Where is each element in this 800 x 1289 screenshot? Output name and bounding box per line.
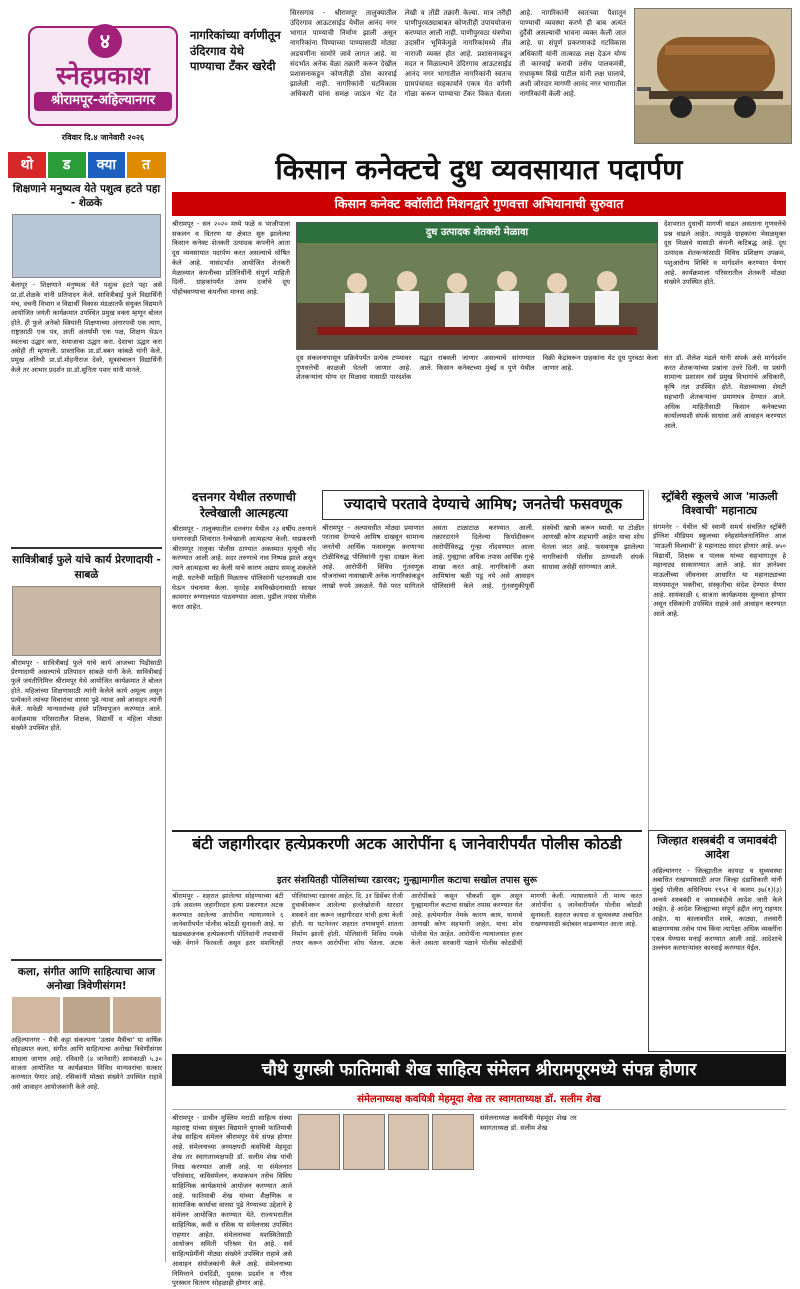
story-text: श्रीरामपूर - तालुक्यातील दत्तनगर येथील २३ वर्षीय तरुणाने धनगरवाडी शिवारात रेल्वेखाली आत्महत्या केली. याप्रकरणी श्रीरामपूर तालुका पोलीस ठाण्यात अकस्मात मृत्यूची नोंद करण्यात आली आहे. सदर तरुणाचे नाव निष्पन्न झाले असून त्याने आत्महत्या का केली याचे कारण अद्याप समजू शकलेले नाही. घटनेची माहिती मिळताच पोलिसांनी घटनास्थळी धाव घेऊन पंचनामा केला. मृतदेह शवविच्छेदनासाठी साखर कामगार रुग्णालयात पाठवण्यात आला. पुढील तपास पोलीस करत आहेत. (172, 525, 316, 611)
divider (11, 547, 162, 549)
classroom-photo (12, 214, 161, 278)
police-story-text: श्रीरामपूर - शहरात झालेल्या सोहण्याच्या बंटी उर्फ असलम जहागीरदार हत्या प्रकरणात अटक करण्यात आलेल्या आरोपींना न्यायालयाने ६ जानेवारीपर्यंत पोलीस कोठडी सुनावली आहे. या खळबळजनक हत्येप्रकरणी पोलिसांनी तपासाची चक्रे वेगाने फिरवली असून इतर संशयितही पोलिसांच्या रडारवर आहेत. दि. ३१ डिसेंबर रोजी दुचाकीवरून आलेल्या हल्लेखोरांनी धारदार शस्त्राने वार करून जहागीरदार यांची हत्या केली होती. या घटनेनंतर शहरात तणावपूर्ण शांतता निर्माण झाली होती. पोलिसांनी विविध पथके तयार करून आरोपींचा शोध घेतला. अटक आरोपींकडे कसून चौकशी सुरू असून गुन्ह्यामागील कटाचा सखोल तपास करण्यात येत आहे. हत्येमागील नेमके कारण काय, यामध्ये आणखी कोण सहभागी आहेत, याचा शोध पोलीस घेत आहेत. आरोपींना न्यायालयात हजर केले असता सरकारी पक्षाने पोलीस कोठडीची मागणी केली. न्यायालयाने ती मान्य करत आरोपींना ६ जानेवारीपर्यंत पोलीस कोठडी सुनावली. शहरात कायदा व सुव्यवस्था अबाधित राखण्यासाठी बंदोबस्त वाढवण्यात आला आहे. (172, 892, 642, 948)
dateline: रविवार दि.४ जानेवारी २०२६ (61, 133, 145, 142)
speaker-photo (343, 1114, 385, 1170)
lead-text: श्रीरामपूर - सन २०२० मध्ये फळे व भाजीपाला सकलन व वितरण या क्षेत्रात सुरु झालेल्या किसान कनेक्ट शेतकरी उत्पादक कंपनीने आता दूध व्यवसायात पदार्पण करत असल्याचे घोषित केले आहे. यासंदर्भात आयोजित शेतकरी मेळाव्यात कंपनीच्या प्रतिनिधींनी संपूर्ण माहिती दिली. ग्राहकांपर्यंत उत्तम दर्जाचे दूध पोहोचवण्याचा कंपनीचा मानस आहे. (172, 220, 290, 297)
in-brief-banner (8, 152, 165, 178)
in-brief-letter: क्या (88, 152, 126, 178)
guest-photo (63, 997, 111, 1033)
page-number: ४ (88, 24, 122, 58)
ear-story-text: सिरसगाव - श्रीरामपूर तालुक्यातील उंदिरगाव आऊटसाईड येथील आनंद नगर भागात पाण्याची निर्माण झाली असून नागरिकांना पिण्याच्या पाण्यासाठी मोठ्या अडचणींना सामोरे जावे लागत आहे. या संदर्भात अनेक वेळा तक्रारी करून देखील प्रशासनाकडून कोणतीही ठोस कारवाई झालेली नाही. नागरिकांनी घटविकास अधिकारी यांना समक्ष जाऊन भेट देत लेखी व तोंडी तक्रारी केल्या. मात्र तरीही पाणीपुरवठ्याबाबत कोणतीही उपाययोजना करण्यात आली नाही. पाणीपुरवठा यंत्रणेचा उदासीन भूमिकेमुळे नागरिकांमध्ये तीव्र नाराजी व्यक्त होत आहे. प्रशासनाकडून मदत न मिळाल्याने उंदिरगाव आऊटसाईड आनंद नगर भागातील नागरिकांनी स्वतःच ग्रामपंचायत सहकार्याने एकत्र येत वर्गणी गोळा करून पाण्याचा टँकर विकत घेतला आहे. नागरिकांनी स्वतःच्या पैशातून पाण्याची व्यवस्था करणे ही बाब अत्यंत दुर्दैवी असल्याची भावना व्यक्त केली जात आहे. या संपूर्ण प्रकरणाकडे गटविकास अधिकारी यांनी तात्काळ लक्ष देऊन योग्य ती कारवाई करावी तसेच पालकमंत्री, राधाकृष्ण विखे पाटील यांनी लक्ष घालावे, अशी जोरदार मागणी आनंद नगर भागातील नागरिकांनी केली आहे. (290, 9, 626, 99)
fraud-story (322, 490, 644, 830)
brief-headline: सावित्रीबाई फुले यांचे कार्य प्रेरणादायी - साबळे (12, 554, 161, 581)
divider (11, 959, 162, 961)
dairy-meeting-photo (296, 222, 658, 350)
story-text: श्रीरामपूर - प्राचीन मुस्लिम मराठी साहित्य संस्था महाराष्ट्र यांच्या संयुक्त विद्यमाने युगस्त्री फातिमाबी शेख साहित्य संमेलन श्रीरामपूर येथे संपन्न होणार आहे. संमेलनाच्या अध्यक्षपदी कवयित्री मेहमूदा शेख तर स्वागताध्यक्षपदी डॉ. सलीम शेख यांची निवड करण्यात आली आहे. या संमेलनात परिसंवाद, कविसंमेलन, कथाकथन तसेच विविध साहित्यिक कार्यक्रमांचे आयोजन करण्यात आले आहे. फातिमाबी शेख यांच्या शैक्षणिक व सामाजिक कार्याचा वारसा पुढे नेण्याच्या उद्देशाने हे संमेलन आयोजित करण्यात येते. राज्यभरातील साहित्यिक, कवी व रसिक या संमेलनास उपस्थित राहणार आहेत. संमेलनाच्या यशस्वितेसाठी आयोजन समिती परिश्रम घेत आहे. सर्व साहित्यप्रेमींनी मोठ्या संख्येने उपस्थित राहावे असे आवाहन संयोजकांनी केले आहे. संमेलनाच्या निमित्ताने ग्रंथदिंडी, पुस्तक प्रदर्शन व गौरव पुरस्कार वितरण सोहळाही होणार आहे. (172, 1114, 292, 1288)
brief-headline: शिक्षणाने मनुष्यत्व येते पशुत्व हटते पहा - शेळके (12, 183, 161, 210)
brief-text: श्रीरामपूर - सावित्रीबाई फुले यांचे कार्य आजच्या पिढीसाठी प्रेरणादायी असल्याचे प्रतिपादन साबळे यांनी केले. सावित्रीबाई फुले जयंतीनिमित्त श्रीरामपूर येथे आयोजित कार्यक्रमात ते बोलत होते. महिलांच्या शिक्षणासाठी त्यांनी केलेले कार्य अमूल्य असून प्रत्येकाने त्यांच्या विचारांचा वारसा पुढे न्यावा असे आवाहन त्यांनी केले. यावेळी मान्यवरांच्या हस्ते प्रतिमापूजन करण्यात आले. कार्यक्रमास परिसरातील शिक्षक, विद्यार्थी व महिला मोठ्या संख्येने उपस्थित होते. (11, 658, 162, 733)
speaker-photos (298, 1114, 474, 1170)
lead-text: दूध संकलनापासून प्रक्रियेपर्यंत प्रत्येक टप्प्यावर गुणवत्तेची काळजी घेतली जाणार आहे. शेतकऱ्यांना योग्य दर मिळावा यासाठी पारदर्शक पद्धत राबवली जाणार असल्याचे सांगण्यात आले. किसान कनेक्टच्या मुंबई व पुणे येथील विक्री केंद्रांवरून ग्राहकांना थेट दूध पुरवठा केला जाणार आहे. (296, 354, 658, 382)
sammelan-headline: चौथे युगस्त्री फातिमाबी शेख साहित्य संमेलन श्रीरामपूरमध्ये संपन्न होणार (172, 1054, 786, 1086)
brief-text: बेलापूर - शिक्षणाने मनुष्यत्व येते पशुत्व हटते पहा असे प्रा.डॉ.शेळके यांनी प्रतिपादन केले. सावित्रीबाई फुले विद्यार्थिनी मंच, वचनी विभाग व विद्यार्थी विकास मंडळातर्फे संयुक्त विद्यमाने आयोजित जयंती कार्यक्रमात उपस्थित प्रमुख वक्ता म्हणून बोलत होते. ही फुले अनेको स्त्रियांनी शिक्षणाच्या अंगारपथी एक त्याग, राष्ट्रासाठी एक पत्र, ज्ञाती अंतर्यामी एक पक्ष, शिक्षण घेऊन स्वतःचा उद्धार करा, समाजाचा उद्धार करा. देशाचा उद्धार करा असेही ती म्हणाली. प्रास्ताविक प्रा.डॉ.बबन कांबळे यांनी केले. प्रमुख अतिथी प्रा.डॉ.मोहनीराज देवरे, सूत्रसंचालन विद्यार्थिनी केले तर आभार प्रदर्शन प्रा.डॉ.सुनिता पवार यांनी मानले. (11, 281, 162, 374)
story-headline: दत्तनगर येथील तरुणाची रेल्वेखाली आत्महत्या (192, 490, 296, 520)
story-text: अहिल्यानगर - जिल्ह्यातील कायदा व सुव्यवस्था अबाधित राखण्यासाठी अपर जिल्हा दंडाधिकारी यांनी मुंबई पोलीस अधिनियम १९५१ चे कलम ३७(१)(३) अन्वये शस्त्रबंदी व जमावबंदीचे आदेश जारी केले आहेत. हे आदेश जिल्ह्याच्या संपूर्ण हद्दीत लागू राहणार आहेत. या कालावधीत शस्त्रे, काठ्या, तलवारी बाळगण्यास तसेच पाच किंवा त्यापेक्षा अधिक व्यक्तींना एकत्र येण्यास मनाई करण्यात आली आहे. आदेशाचे उल्लंघन करणाऱ्यांवर कारवाई करण्यात येईल. (652, 866, 782, 953)
in-brief-letter: ड (48, 152, 86, 178)
speaker-photo (432, 1114, 474, 1170)
photo-banner: दुध उत्पादक शेतकरी मेळावा (297, 223, 657, 243)
story-headline: स्ट्रॉबेरी स्कूलचे आज 'माऊली विश्वाची' महानाट्य (661, 490, 778, 518)
police-headline: बंटी जहागीरदार हत्येप्रकरणी अटक आरोपींना ६ जानेवारीपर्यंत पोलीस कोठडी (172, 830, 642, 874)
guest-photo (12, 997, 60, 1033)
story-headline: ज्यादाचे परतावे देण्याचे आमिष; जनतेची फसवणूक (322, 490, 644, 520)
police-deck: इतर संशयितही पोलिसांच्या रडारवर; गुन्ह्यामागील कटाचा सखोल तपास सुरू (172, 874, 642, 891)
school-story (648, 490, 786, 830)
lead-text: देशभरात दुधाची मागणी वाढत असताना गुणवत्तेचे प्रश्न वाढले आहेत. त्यामुळे ग्राहकांना भेसळमुक्त दूध मिळावे यासाठी कंपनी कटिबद्ध आहे. दूध उत्पादक शेतकऱ्यांसाठी विविध प्रशिक्षण उपक्रम, पशुआरोग्य शिबिरे व मार्गदर्शन करण्यात येणार आहे. कार्यक्रमाला परिसरातील शेतकरी मोठ्या संख्येने उपस्थित होते. (664, 220, 786, 287)
ear-headline: नागरिकांच्या वर्गणीतून उंदिरगाव येथे पाण्याचा टँकर खरेदी (190, 28, 281, 74)
newspaper-logo (28, 26, 178, 126)
brief-headline: कला, संगीत आणि साहित्याचा आज अनोखा त्रिवेणीसंगम! (17, 965, 156, 992)
lead-story (172, 220, 786, 486)
in-brief-letter: त (127, 152, 165, 178)
speaker-photo (298, 1114, 340, 1170)
guest-photos (12, 997, 161, 1033)
sammelan-deck: संमेलनाध्यक्ष कवयित्री मेहमूदा शेख तर स्वागताध्यक्ष डॉ. सलीम शेख (172, 1090, 786, 1110)
story-headline: जिल्हात शस्त्रबंदी व जमावबंदी आदेश (657, 834, 777, 862)
masthead (8, 6, 792, 150)
newspaper-title: स्नेहप्रकाश (56, 61, 150, 90)
sammelan-story (172, 1114, 786, 1288)
order-story (648, 830, 786, 1052)
story-text: श्रीरामपूर - अल्पावधीत मोठ्या प्रमाणात परतावा देण्याचे आमिष दाखवून सामान्य जनतेची आर्थिक फसवणूक करणाऱ्या टोळीविरुद्ध पोलिसांनी गुन्हा दाखल केला आहे. आरोपींनी विविध गुंतवणूक योजनांच्या नावाखाली अनेक नागरिकांकडून लाखो रुपये उकळले. पैसे परत मागितले असता टाळाटाळ करण्यात आली. तक्रारदाराने दिलेल्या फिर्यादीवरून आरोपींविरुद्ध गुन्हा नोंदवण्यात आला आहे. गुन्ह्याचा अधिक तपास आर्थिक गुन्हे शाखा करत आहे. नागरिकांनी अशा आमिषांना बळी पडू नये असे आवाहन पोलिसांनी केले आहे. गुंतवणुकीपूर्वी संस्थेची खात्री करून घ्यावी. या टोळीत आणखी कोण सहभागी आहेत याचा शोध घेतला जात आहे. फसवणूक झालेल्या नागरिकांनी पोलीस ठाण्याशी संपर्क साधावा असेही सांगण्यात आले. (322, 523, 644, 591)
water-tanker-photo (634, 8, 792, 144)
story-text-continued: संमेलनाध्यक्ष कवयित्री मेहमूदा शेख तर स्वागताध्यक्ष डॉ. सलीम शेख (480, 1114, 577, 1132)
lead-deck: किसान कनेक्ट क्वॉलीटी मिशनद्वारे गुणवत्ता अभियानाची सुरुवात (172, 192, 786, 216)
brief-text: अहिल्यानगर - मैत्री कट्टा संकल्पना 'उत्सव मैत्रीचा' या वार्षिक सोहळ्यात कला, संगीत आणि साहित्याचा अनोखा त्रिवेणीसंगम साधला जाणार आहे. रविवारी (४ जानेवारी) सायंकाळी ५.३० वाजता आयोजित या कार्यक्रमात विविध मान्यवरांचा सत्कार करण्यात येणार आहे. रसिकांनी मोठ्या संख्येने उपस्थित राहावे असे आवाहन आयोजकांनी केले आहे. (11, 1036, 162, 1091)
dattanagar-story (172, 490, 316, 830)
lead-text: संत डॉ. शैलेश मढले यांनी संपर्क असे मार्गदर्शन करत शेतकऱ्यांच्या प्रश्नांना उत्तरे दिली. या प्रसंगी सामान्य प्रशासन सर्व प्रमुख विभागांचे अधिकारी, कृषि तज्ञ उपस्थित होते. मेळाव्याच्या शेवटी सहभागी शेतकऱ्यांना प्रमाणपत्र देण्यात आले. अधिक माहितीसाठी किसान कनेक्टच्या कार्यालयाशी संपर्क साधावा असे आवाहन करण्यात आले. (664, 354, 786, 431)
in-brief-letter: थो (8, 152, 46, 178)
guest-photo (113, 997, 161, 1033)
newspaper-place: श्रीरामपूर-अहिल्यानगर (34, 92, 172, 111)
lead-headline: किसान कनेक्टचे दुध व्यवसायात पदार्पण (275, 153, 683, 186)
story-text: संगमनेर - येथील श्री स्वामी समर्थ संचलित स्ट्रॉबेरी इंग्लिश मीडियम स्कूलच्या स्नेहसंमेलनानिमित्त आज 'माऊली विश्वाची' हे महानाट्य सादर होणार आहे. ७५० विद्यार्थी, शिक्षक व पालक यांच्या सहभागातून हे महानाट्य साकारण्यात आले आहे. संत ज्ञानेश्वर माऊलींच्या जीवनावर आधारित या महानाट्याच्या माध्यमातून भक्तीचा, संस्कृतीचा संदेश देण्यात येणार आहे. सायंकाळी ६ वाजता कार्यक्रमास सुरुवात होणार असून रसिकांनी उपस्थित राहावे असे आवाहन करण्यात आले आहे. (653, 522, 786, 619)
in-brief-column (8, 152, 166, 1262)
speaker-photo (388, 1114, 430, 1170)
event-photo (12, 586, 161, 656)
